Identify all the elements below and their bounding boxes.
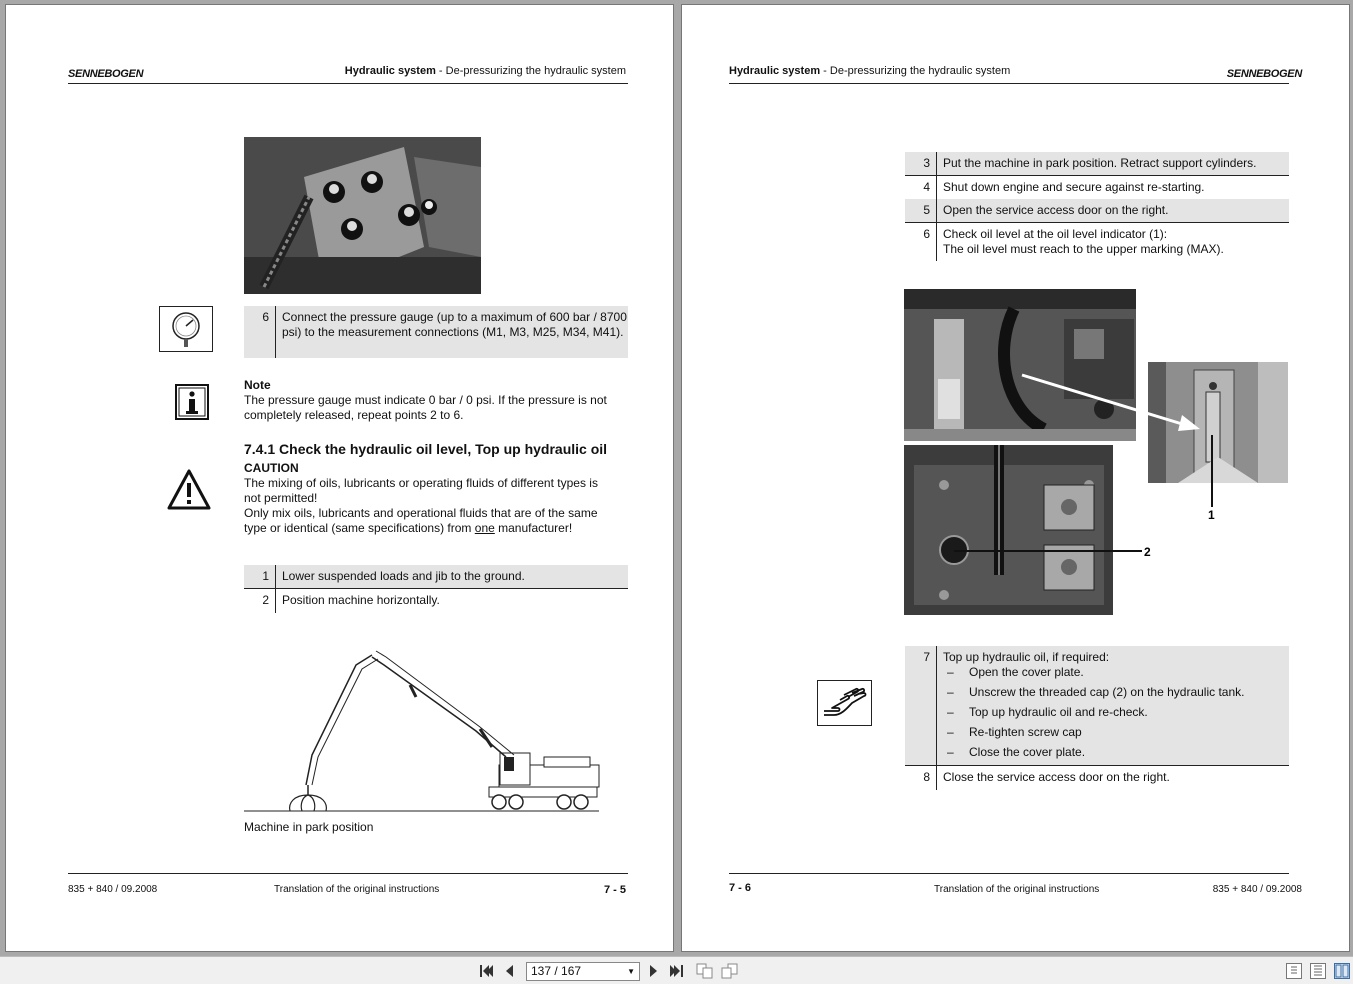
caution-line-1: The mixing of oils, lubricants or operating fluids of different types is not permitted! xyxy=(244,476,598,505)
machine-park-position-drawing xyxy=(244,645,604,822)
sennebogen-logo: SENNEBOGEN xyxy=(1226,68,1302,80)
note-title: Note xyxy=(244,378,271,392)
document-page-left xyxy=(5,4,674,952)
chevron-down-icon: ▼ xyxy=(627,967,635,976)
hand-action-icon xyxy=(817,680,872,726)
pressure-gauge-icon xyxy=(159,306,213,352)
step-5-row: 5 Open the service access door on the right. xyxy=(905,199,1289,222)
go-forward-view-icon[interactable] xyxy=(721,962,739,980)
note-text: The pressure gauge must indicate 0 bar / 0 psi. If the pressure is not completely released, repeat points 2 to 6. xyxy=(244,393,607,422)
step-2-row: 2 Position machine horizontally. xyxy=(244,589,628,613)
prev-page-icon[interactable] xyxy=(501,962,519,980)
sennebogen-logo: SENNEBOGEN xyxy=(68,68,144,80)
first-page-icon[interactable] xyxy=(477,962,495,980)
caution-line-2: Only mix oils, lubricants and operational fluids that are of the same type or identical (same specifications) from one manufacturer! xyxy=(244,506,598,535)
continuous-view-icon[interactable] xyxy=(1310,963,1326,979)
section-title: 7.4.1 Check the hydraulic oil level, Top up hydraulic oil xyxy=(244,441,608,457)
step-8-row: 8 Close the service access door on the right. xyxy=(905,766,1289,790)
step-6-row: 6 Check oil level at the oil level indicator (1): The oil level must reach to the upper marking (MAX). xyxy=(905,223,1289,261)
sub-step-1: – Open the cover plate. xyxy=(947,665,1084,679)
footer-page-number: 7 - 6 xyxy=(729,882,752,894)
note-block xyxy=(244,378,628,423)
step-4-row: 4 Shut down engine and secure against re-starting. xyxy=(905,176,1289,199)
callout-2: 2 xyxy=(1144,545,1151,559)
go-back-view-icon[interactable] xyxy=(696,962,714,980)
figure-caption: Machine in park position xyxy=(244,820,374,834)
footer-page-number: 7 - 5 xyxy=(603,884,626,896)
step-6-row: 6 Connect the pressure gauge (up to a maximum of 600 bar / 8700 psi) to the measurement connections (M1, M3, M25, M34, M41). xyxy=(244,306,628,358)
page-number-select[interactable]: 137 / 167 ▼ xyxy=(526,962,640,981)
caution-block xyxy=(244,461,614,536)
caution-title: CAUTION xyxy=(244,461,299,475)
sub-step-3: – Top up hydraulic oil and re-check. xyxy=(947,705,1148,719)
last-page-icon[interactable] xyxy=(668,962,686,980)
viewer-toolbar xyxy=(0,956,1353,984)
step-1-row: 1 Lower suspended loads and jib to the ground. xyxy=(244,565,628,588)
sub-step-5: – Close the cover plate. xyxy=(947,745,1086,759)
two-page-view-icon[interactable] xyxy=(1334,963,1350,979)
footer-translation: Translation of the original instructions xyxy=(934,884,1100,895)
callout-1: 1 xyxy=(1208,508,1215,522)
footer-edition: 835 + 840 / 09.2008 xyxy=(68,884,158,895)
step-3-row: 3 Put the machine in park position. Retract support cylinders. xyxy=(905,152,1289,175)
valve-block-photo xyxy=(244,137,481,294)
page-header-title: Hydraulic system - De-pressurizing the hydraulic system xyxy=(344,65,626,77)
sub-step-2: – Unscrew the threaded cap (2) on the hydraulic tank. xyxy=(947,685,1245,699)
page-header-title: Hydraulic system - De-pressurizing the hydraulic system xyxy=(729,65,1011,77)
single-page-view-icon[interactable] xyxy=(1286,963,1302,979)
info-icon xyxy=(175,384,209,425)
warning-triangle-icon xyxy=(167,468,211,515)
sub-step-4: – Re-tighten screw cap xyxy=(947,725,1082,739)
footer-translation: Translation of the original instructions xyxy=(274,884,440,895)
document-page-right xyxy=(681,4,1350,952)
footer-edition: 835 + 840 / 09.2008 xyxy=(1212,884,1302,895)
step-7-row: 7 Top up hydraulic oil, if required: – Open the cover plate. – Unscrew the threaded cap (2) on the hydraulic tank. – Top up hydraulic oil and re-check. – Re-tighten screw cap – Close the cover plate. xyxy=(905,646,1289,765)
next-page-icon[interactable] xyxy=(644,962,662,980)
